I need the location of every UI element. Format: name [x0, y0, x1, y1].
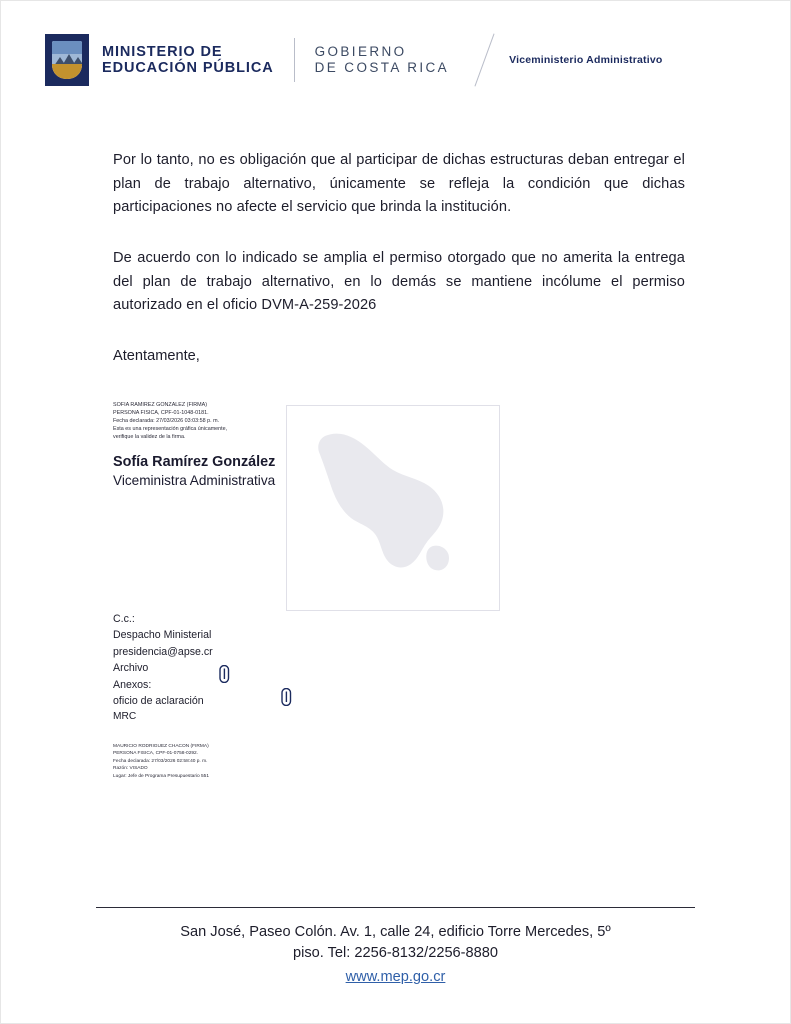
cc-label: C.c.: [113, 613, 135, 625]
paperclip-icon[interactable] [281, 688, 292, 706]
cc-item-0: Despacho Ministerial [113, 629, 212, 642]
signature-meta-line-5: verifique la validez de la firma. [113, 434, 186, 441]
annex-item-0: oficio de aclaración [113, 695, 204, 708]
header-slash-divider [467, 32, 503, 88]
signature2-meta-line-1: MAURICIO RODRIGUEZ CHACON (FIRMA) [113, 744, 209, 749]
signature-meta-line-2: PERSONA FISICA, CPF-01-1048-0181. [113, 410, 209, 417]
costa-rica-map-watermark-icon [286, 405, 500, 611]
government-name [315, 44, 449, 76]
letterhead [45, 29, 746, 91]
digital-signature-metadata [113, 401, 273, 442]
carbon-copy-block [113, 611, 213, 709]
paperclip-icon[interactable] [219, 665, 230, 683]
typist-initials: MRC [113, 711, 137, 722]
footer-address-line-2: piso. Tel: 2256-8132/2256-8880 [292, 944, 499, 961]
government-line-1: GOBIERNO [314, 44, 407, 60]
ministry-line-1: MINISTERIO DE [102, 43, 223, 60]
signature-meta-line-4: Esta es una representación gráfica únicamente, [113, 426, 228, 433]
header-divider [294, 38, 295, 82]
signature2-meta-line-5: Lugar: Jefe de Programa Presupuestario 551 [113, 773, 209, 779]
vice-ministry-label: Viceministerio Administrativo [509, 54, 663, 66]
signer-name: Sofía Ramírez González [113, 453, 276, 470]
letter-body [113, 149, 685, 364]
salutation: Atentamente, [113, 347, 200, 364]
annex-label: Anexos: [113, 678, 152, 691]
signature-meta-line-1: SOFIA RAMIREZ GONZALEZ (FIRMA) [113, 402, 208, 408]
ministry-line-2: EDUCACIÓN PÚBLICA [102, 60, 274, 76]
footer-divider [96, 907, 695, 908]
page-footer [96, 907, 695, 985]
footer-website-link[interactable]: www.mep.go.cr [345, 969, 446, 985]
signature2-meta-line-2: PERSONA FISICA, CPF-01-0758-0292. [113, 751, 199, 757]
government-line-2: DE COSTA RICA [314, 60, 450, 75]
signer-role: Viceministra Administrativa [113, 472, 276, 488]
footer-address-line-1: San José, Paseo Colón. Av. 1, calle 24, edificio Torre Mercedes, 5º [180, 923, 611, 940]
signature-meta-line-3: Fecha declarada: 27/03/2026 03:03:58 p. m. [113, 418, 220, 425]
paragraph-2: De acuerdo con lo indicado se amplia el permiso otorgado que no amerita la entrega del plan de trabajo alternativo, en lo demás se mantiene incólume el permiso autorizado en el oficio DVM-A-259-2026 [113, 249, 685, 314]
costa-rica-coat-of-arms-icon [45, 34, 89, 86]
second-digital-signature-metadata [113, 743, 283, 780]
cc-item-1: presidencia@apse.cr [113, 645, 213, 658]
signature2-meta-line-3: Fecha declarada: 27/03/2026 02:58:40 p. m. [113, 758, 208, 764]
paragraph-1: Por lo tanto, no es obligación que al participar de dichas estructuras deban entregar el plan de trabajo alternativo, únicamente se refleja la condición que dichas participaciones no afecte el servicio que brinda la institución. [113, 152, 685, 216]
signature2-meta-line-4: Razón: VISADO [113, 766, 148, 772]
cc-item-2: Archivo [113, 662, 149, 675]
ministry-name [102, 44, 274, 76]
